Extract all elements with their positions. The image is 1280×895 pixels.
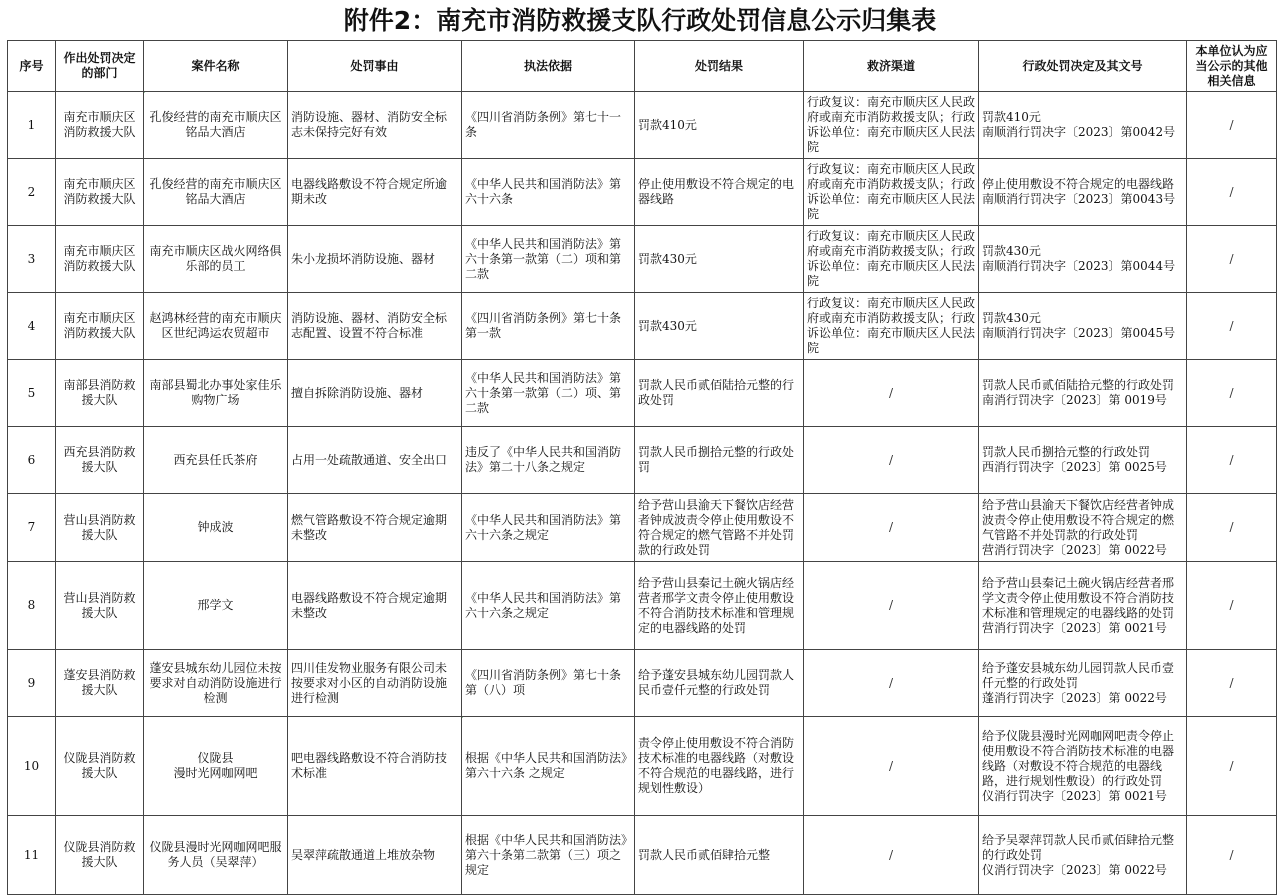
cell-dept[interactable]: 仪陇县消防救援大队 — [56, 816, 144, 895]
table-row — [8, 159, 1277, 226]
cell-other[interactable]: / — [1187, 816, 1277, 895]
table-header-row — [8, 41, 1277, 92]
cell-decision[interactable]: 给予营山县渝天下餐饮店经营者钟成波责令停止使用敷设不符合规定的燃气管路不并处罚款的行政处罚 营消行罚决字〔2023〕第 0022号 — [979, 494, 1187, 562]
cell-reason[interactable]: 占用一处疏散通道、安全出口 — [288, 427, 462, 494]
table-row — [8, 562, 1277, 650]
penalty-table — [7, 40, 1277, 895]
table-row — [8, 717, 1277, 816]
col-header-reason: 处罚事由 — [288, 41, 462, 92]
cell-case[interactable]: 孔俊经营的南充市顺庆区铭品大酒店 — [144, 159, 288, 226]
cell-no[interactable]: 1 — [8, 92, 56, 159]
cell-basis[interactable]: 违反了《中华人民共和国消防法》第二十八条之规定 — [462, 427, 635, 494]
cell-other[interactable]: / — [1187, 494, 1277, 562]
cell-dept[interactable]: 南部县消防救援大队 — [56, 360, 144, 427]
cell-reason[interactable]: 朱小龙损坏消防设施、器材 — [288, 226, 462, 293]
cell-other[interactable]: / — [1187, 293, 1277, 360]
cell-basis[interactable]: 根据《中华人民共和国消防法》第六十六条 之规定 — [462, 717, 635, 816]
cell-decision[interactable]: 停止使用敷设不符合规定的电器线路 南顺消行罚决字〔2023〕第0043号 — [979, 159, 1187, 226]
col-header-case: 案件名称 — [144, 41, 288, 92]
page-title: 附件2：南充市消防救援支队行政处罚信息公示归集表 — [343, 6, 937, 35]
cell-case[interactable]: 南部县蜀北办事处家佳乐购物广场 — [144, 360, 288, 427]
col-header-decision: 行政处罚决定及其文号 — [979, 41, 1187, 92]
cell-no[interactable]: 9 — [8, 650, 56, 717]
cell-reason[interactable]: 吧电器线路敷设不符合消防技术标准 — [288, 717, 462, 816]
cell-result[interactable]: 罚款430元 — [635, 293, 804, 360]
cell-decision[interactable]: 给予仪陇县漫时光网咖网吧责令停止使用敷设不符合消防技术标准的电器线路（对敷设不符合规范的电器线路，进行规划性敷设）的行政处罚 仪消行罚决字〔2023〕第 0021号 — [979, 717, 1187, 816]
cell-no[interactable]: 3 — [8, 226, 56, 293]
cell-case[interactable]: 仪陇县 漫时光网咖网吧 — [144, 717, 288, 816]
cell-result[interactable]: 罚款410元 — [635, 92, 804, 159]
cell-no[interactable]: 8 — [8, 562, 56, 650]
col-header-no: 序号 — [8, 41, 56, 92]
cell-result[interactable]: 罚款430元 — [635, 226, 804, 293]
cell-dept[interactable]: 南充市顺庆区消防救援大队 — [56, 226, 144, 293]
cell-remedy[interactable]: 行政复议：南充市顺庆区人民政府或南充市消防救援支队；行政诉讼单位：南充市顺庆区人民法院 — [804, 92, 979, 159]
table-row — [8, 494, 1277, 562]
cell-decision[interactable]: 罚款430元 南顺消行罚决字〔2023〕第0044号 — [979, 226, 1187, 293]
col-header-result: 处罚结果 — [635, 41, 804, 92]
cell-other[interactable]: / — [1187, 562, 1277, 650]
cell-result[interactable]: 责令停止使用敷设不符合消防技术标准的电器线路（对敷设不符合规范的电器线路，进行规划性敷设） — [635, 717, 804, 816]
cell-reason[interactable]: 吴翠萍疏散通道上堆放杂物 — [288, 816, 462, 895]
cell-no[interactable]: 11 — [8, 816, 56, 895]
cell-case[interactable]: 邢学文 — [144, 562, 288, 650]
cell-result[interactable]: 罚款人民币捌拾元整的行政处罚 — [635, 427, 804, 494]
cell-result[interactable]: 给予蓬安县城东幼儿园罚款人民币壹仟元整的行政处罚 — [635, 650, 804, 717]
cell-result[interactable]: 罚款人民币贰佰陆拾元整的行政处罚 — [635, 360, 804, 427]
cell-reason[interactable]: 擅自拆除消防设施、器材 — [288, 360, 462, 427]
cell-remedy[interactable]: / — [804, 427, 979, 494]
cell-decision[interactable]: 给予吴翠萍罚款人民币贰佰肆拾元整的行政处罚 仪消行罚决字〔2023〕第 0022号 — [979, 816, 1187, 895]
cell-remedy[interactable]: / — [804, 494, 979, 562]
cell-result[interactable]: 停止使用敷设不符合规定的电器线路 — [635, 159, 804, 226]
cell-case[interactable]: 南充市顺庆区战火网络俱乐部的员工 — [144, 226, 288, 293]
cell-reason[interactable]: 电器线路敷设不符合规定所逾期未改 — [288, 159, 462, 226]
table-row — [8, 92, 1277, 159]
cell-basis[interactable]: 根据《中华人民共和国消防法》第六十条第二款第（三）项之规定 — [462, 816, 635, 895]
table-row — [8, 816, 1277, 895]
table-body — [8, 92, 1277, 895]
cell-basis[interactable]: 《中华人民共和国消防法》第六十六条 — [462, 159, 635, 226]
col-header-remedy: 救济渠道 — [804, 41, 979, 92]
cell-decision[interactable]: 罚款410元 南顺消行罚决字〔2023〕第0042号 — [979, 92, 1187, 159]
cell-other[interactable]: / — [1187, 226, 1277, 293]
table-row — [8, 427, 1277, 494]
cell-case[interactable]: 孔俊经营的南充市顺庆区铭品大酒店 — [144, 92, 288, 159]
cell-reason[interactable]: 燃气管路敷设不符合规定逾期未整改 — [288, 494, 462, 562]
cell-dept[interactable]: 南充市顺庆区消防救援大队 — [56, 159, 144, 226]
col-header-other: 本单位认为应当公示的其他相关信息 — [1187, 41, 1277, 92]
cell-reason[interactable]: 消防设施、器材、消防安全标志未保持完好有效 — [288, 92, 462, 159]
cell-basis[interactable]: 《四川省消防条例》第七十一条 — [462, 92, 635, 159]
cell-basis[interactable]: 《中华人民共和国消防法》第六十条第一款第（二）项、第二款 — [462, 360, 635, 427]
cell-remedy[interactable]: 行政复议：南充市顺庆区人民政府或南充市消防救援支队；行政诉讼单位：南充市顺庆区人民法院 — [804, 293, 979, 360]
cell-decision[interactable]: 罚款人民币贰佰陆拾元整的行政处罚 南消行罚决字〔2023〕第 0019号 — [979, 360, 1187, 427]
cell-result[interactable]: 给予营山县秦记土碗火锅店经营者邢学文责令停止使用敷设不符合消防技术标准和管理规定的电器线路的处罚 — [635, 562, 804, 650]
cell-decision[interactable]: 罚款430元 南顺消行罚决字〔2023〕第0045号 — [979, 293, 1187, 360]
col-header-dept: 作出处罚决定的部门 — [56, 41, 144, 92]
cell-decision[interactable]: 给予蓬安县城东幼儿园罚款人民币壹仟元整的行政处罚 蓬消行罚决字〔2023〕第 0022号 — [979, 650, 1187, 717]
cell-no[interactable]: 10 — [8, 717, 56, 816]
cell-reason[interactable]: 消防设施、器材、消防安全标志配置、设置不符合标准 — [288, 293, 462, 360]
cell-no[interactable]: 4 — [8, 293, 56, 360]
col-header-basis: 执法依据 — [462, 41, 635, 92]
cell-basis[interactable]: 《中华人民共和国消防法》第六十六条之规定 — [462, 494, 635, 562]
cell-case[interactable]: 蓬安县城东幼儿园位未按要求对自动消防设施进行检测 — [144, 650, 288, 717]
cell-remedy[interactable]: 行政复议：南充市顺庆区人民政府或南充市消防救援支队；行政诉讼单位：南充市顺庆区人民法院 — [804, 226, 979, 293]
cell-dept[interactable]: 营山县消防救援大队 — [56, 562, 144, 650]
cell-remedy[interactable]: / — [804, 650, 979, 717]
cell-case[interactable]: 西充县任氏茶府 — [144, 427, 288, 494]
cell-basis[interactable]: 《中华人民共和国消防法》第六十六条之规定 — [462, 562, 635, 650]
cell-dept[interactable]: 仪陇县消防救援大队 — [56, 717, 144, 816]
cell-other[interactable]: / — [1187, 427, 1277, 494]
cell-decision[interactable]: 罚款人民币捌拾元整的行政处罚 西消行罚决字〔2023〕第 0025号 — [979, 427, 1187, 494]
cell-dept[interactable]: 蓬安县消防救援大队 — [56, 650, 144, 717]
cell-case[interactable]: 钟成波 — [144, 494, 288, 562]
cell-no[interactable]: 2 — [8, 159, 56, 226]
cell-basis[interactable]: 《四川省消防条例》第七十条第一款 — [462, 293, 635, 360]
cell-no[interactable]: 6 — [8, 427, 56, 494]
cell-remedy[interactable]: / — [804, 717, 979, 816]
cell-reason[interactable]: 四川佳发物业服务有限公司未按要求对小区的自动消防设施进行检测 — [288, 650, 462, 717]
table-row — [8, 226, 1277, 293]
cell-remedy[interactable]: / — [804, 360, 979, 427]
table-row — [8, 650, 1277, 717]
cell-dept[interactable]: 南充市顺庆区消防救援大队 — [56, 293, 144, 360]
cell-reason[interactable]: 电器线路敷设不符合规定逾期未整改 — [288, 562, 462, 650]
cell-no[interactable]: 7 — [8, 494, 56, 562]
cell-other[interactable]: / — [1187, 159, 1277, 226]
cell-other[interactable]: / — [1187, 360, 1277, 427]
cell-other[interactable]: / — [1187, 92, 1277, 159]
cell-case[interactable]: 赵鸿林经营的南充市顺庆区世纪鸿运农贸超市 — [144, 293, 288, 360]
cell-result[interactable]: 罚款人民币贰佰肆拾元整 — [635, 816, 804, 895]
cell-remedy[interactable]: / — [804, 816, 979, 895]
cell-dept[interactable]: 南充市顺庆区消防救援大队 — [56, 92, 144, 159]
cell-other[interactable]: / — [1187, 717, 1277, 816]
table-row — [8, 360, 1277, 427]
table-row — [8, 293, 1277, 360]
cell-remedy[interactable]: / — [804, 562, 979, 650]
cell-decision[interactable]: 给予营山县秦记土碗火锅店经营者邢学文责令停止使用敷设不符合消防技术标准和管理规定的电器线路的处罚 营消行罚决字〔2023〕第 0021号 — [979, 562, 1187, 650]
cell-dept[interactable]: 营山县消防救援大队 — [56, 494, 144, 562]
cell-basis[interactable]: 《中华人民共和国消防法》第六十条第一款第（二）项和第二款 — [462, 226, 635, 293]
cell-other[interactable]: / — [1187, 650, 1277, 717]
cell-no[interactable]: 5 — [8, 360, 56, 427]
cell-case[interactable]: 仪陇县漫时光网咖网吧服务人员（吴翠萍） — [144, 816, 288, 895]
cell-basis[interactable]: 《四川省消防条例》第七十条第（八）项 — [462, 650, 635, 717]
cell-remedy[interactable]: 行政复议：南充市顺庆区人民政府或南充市消防救援支队；行政诉讼单位：南充市顺庆区人民法院 — [804, 159, 979, 226]
cell-result[interactable]: 给予营山县渝天下餐饮店经营者钟成波责令停止使用敷设不符合规定的燃气管路不并处罚款的行政处罚 — [635, 494, 804, 562]
cell-dept[interactable]: 西充县消防救援大队 — [56, 427, 144, 494]
